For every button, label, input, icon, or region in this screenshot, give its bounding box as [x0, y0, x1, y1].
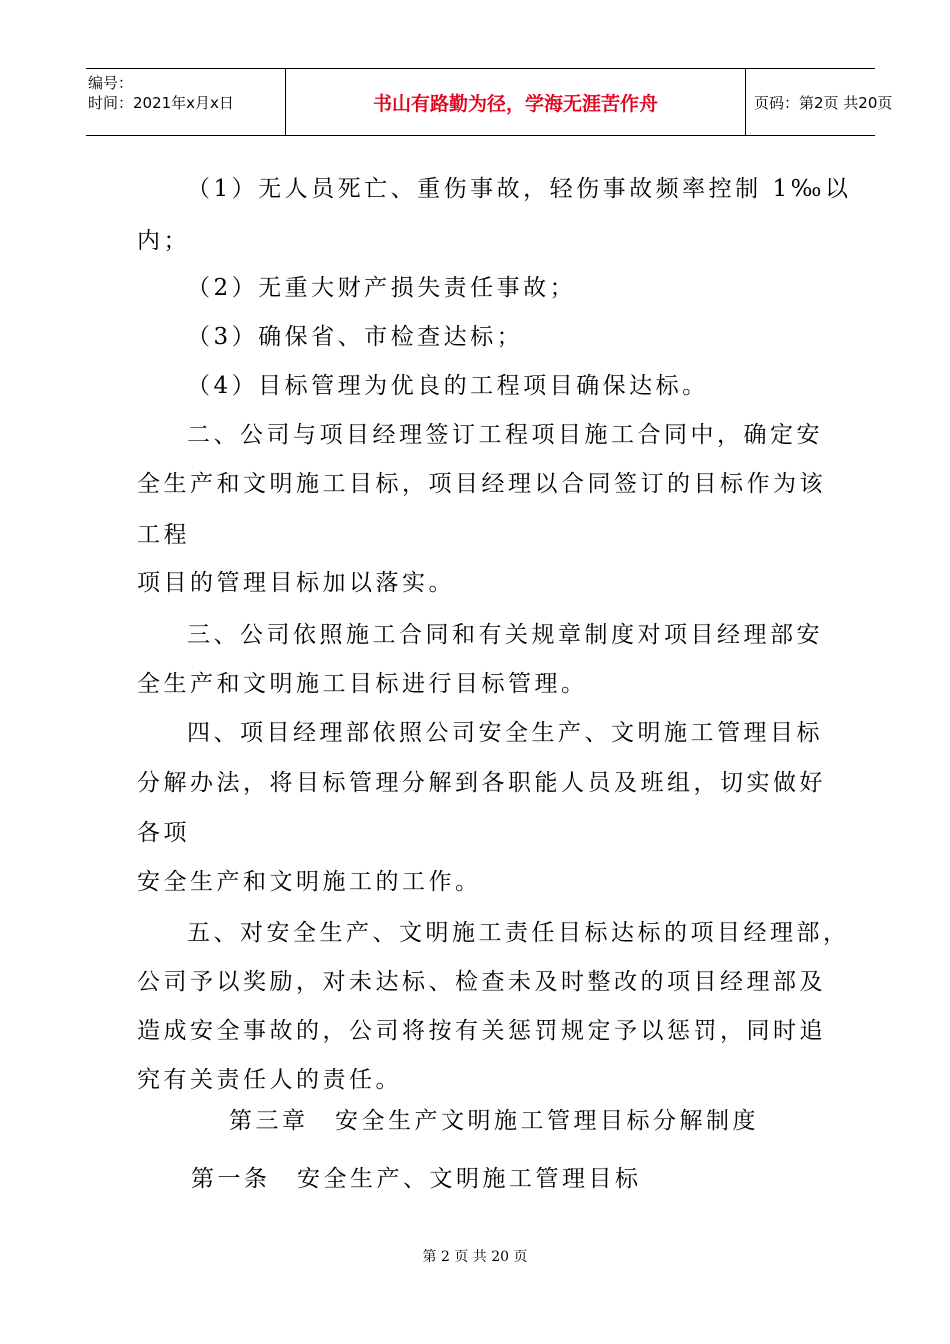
- body-line-16: 五、对安全生产、文明施工责任目标达标的项目经理部，: [187, 920, 850, 946]
- body-line-7: 全生产和文明施工目标，项目经理以合同签订的目标作为该: [137, 471, 826, 497]
- body-line-8: 工程: [137, 522, 190, 548]
- article-heading: 第一条 安全生产、文明施工管理目标: [191, 1166, 642, 1192]
- body-line-1: （1）无人员死亡、重伤事故，轻伤事故频率控制 1‰以: [187, 176, 852, 202]
- page-footer: 第 2 页 共 20 页: [422, 1249, 528, 1265]
- header-slogan: 书山有路勤为径，学海无涯苦作舟: [286, 69, 746, 135]
- chapter-heading: 第三章 安全生产文明施工管理目标分解制度: [229, 1108, 759, 1134]
- body-line-5: （4）目标管理为优良的工程项目确保达标。: [187, 373, 709, 399]
- body-line-6: 二、公司与项目经理签订工程项目施工合同中，确定安: [187, 422, 823, 448]
- body-line-3: （2）无重大财产损失责任事故；: [187, 275, 577, 301]
- body-line-17: 公司予以奖励，对未达标、检查未及时整改的项目经理部及: [137, 969, 826, 995]
- body-line-15: 安全生产和文明施工的工作。: [137, 869, 482, 895]
- body-line-9: 项目的管理目标加以落实。: [137, 570, 455, 596]
- body-line-19: 究有关责任人的责任。: [137, 1067, 402, 1093]
- body-line-2: 内；: [137, 228, 190, 254]
- document-time-label: 时间：2021年x月x日: [88, 94, 234, 112]
- header-info-cell: [86, 69, 286, 135]
- body-line-18: 造成安全事故的，公司将按有关惩罚规定予以惩罚，同时追: [137, 1018, 826, 1044]
- body-line-10: 三、公司依照施工合同和有关规章制度对项目经理部安: [187, 622, 823, 648]
- body-line-14: 各项: [137, 820, 190, 846]
- body-line-11: 全生产和文明施工目标进行目标管理。: [137, 671, 588, 697]
- body-line-13: 分解办法，将目标管理分解到各职能人员及班组，切实做好: [137, 770, 826, 796]
- header-page-number: 页码：第2页 共20页: [754, 93, 893, 112]
- body-line-4: （3）确保省、市检查达标；: [187, 324, 524, 350]
- document-number-label: 编号：: [88, 74, 134, 92]
- page-header: [86, 68, 893, 136]
- body-line-12: 四、项目经理部依照公司安全生产、文明施工管理目标: [187, 720, 823, 746]
